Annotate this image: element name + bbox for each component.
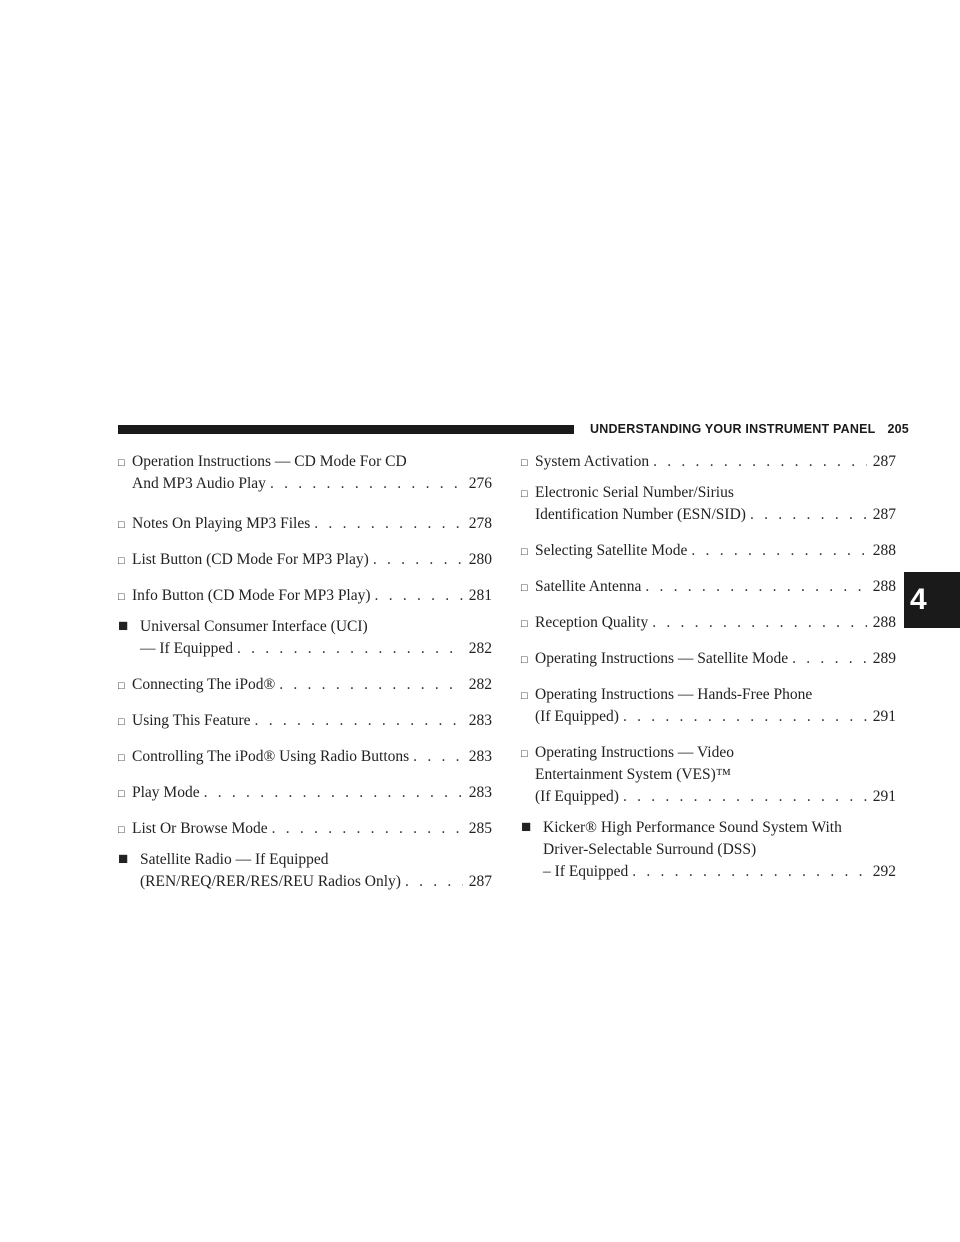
toc-entry-page: 281 [468, 587, 492, 604]
toc-entry-title: Entertainment System (VES)™ [535, 766, 731, 783]
toc-entry-title: Satellite Antenna [535, 578, 642, 595]
hollow-square-bullet-icon: □ [521, 582, 528, 594]
hollow-square-bullet-icon: □ [118, 752, 125, 764]
hollow-square-bullet-icon: □ [118, 788, 125, 800]
toc-entry-title: Notes On Playing MP3 Files [132, 515, 311, 532]
toc-entry-title: Info Button (CD Mode For MP3 Play) [132, 587, 371, 604]
hollow-square-bullet-icon: □ [521, 690, 528, 702]
filled-square-bullet-icon: ■ [118, 616, 129, 635]
toc-entry[interactable] [521, 684, 896, 728]
toc-entry-title: — If Equipped [140, 640, 233, 657]
toc-entry-page: 287 [872, 453, 896, 470]
toc-entry-page: 291 [872, 788, 896, 805]
toc-entry-title: Satellite Radio — If Equipped [140, 851, 329, 868]
toc-entry-title: Driver-Selectable Surround (DSS) [543, 841, 757, 858]
toc-entry[interactable] [521, 648, 896, 670]
toc-entry[interactable] [521, 482, 896, 526]
toc-entry-title: Connecting The iPod® [132, 676, 276, 693]
hollow-square-bullet-icon: □ [521, 457, 528, 469]
toc-entry-title: Electronic Serial Number/Sirius [535, 484, 734, 501]
toc-entry-page: 291 [872, 708, 896, 725]
hollow-square-bullet-icon: □ [118, 591, 125, 603]
toc-entry-title: List Or Browse Mode [132, 820, 268, 837]
header-title: UNDERSTANDING YOUR INSTRUMENT PANEL [590, 422, 876, 436]
hollow-square-bullet-icon: □ [521, 748, 528, 760]
toc-entry-page: 287 [872, 506, 896, 523]
dot-leader [373, 549, 463, 571]
toc-entry-page: 282 [468, 676, 492, 693]
toc-entry[interactable] [118, 674, 492, 696]
chapter-tab: 4 [904, 572, 960, 628]
toc-entry-page: 280 [468, 551, 492, 568]
toc-entry[interactable] [521, 742, 896, 808]
toc-entry[interactable] [118, 451, 492, 495]
hollow-square-bullet-icon: □ [118, 680, 125, 692]
toc-entry[interactable] [118, 849, 492, 893]
hollow-square-bullet-icon: □ [118, 457, 125, 469]
dot-leader [204, 782, 463, 804]
toc-left-column [118, 451, 492, 893]
toc-entry-title: Operating Instructions — Hands-Free Phone [535, 686, 813, 703]
dot-leader [279, 674, 463, 696]
toc-entry[interactable] [521, 451, 896, 473]
dot-leader [255, 710, 463, 732]
toc-entry-page: 283 [468, 748, 492, 765]
toc-entry[interactable] [521, 817, 896, 883]
toc-entry-title: And MP3 Audio Play [132, 475, 266, 492]
toc-entry-page: 288 [872, 542, 896, 559]
header-rule [118, 425, 574, 434]
toc-entry-title: Selecting Satellite Mode [535, 542, 688, 559]
filled-square-bullet-icon: ■ [118, 849, 129, 868]
hollow-square-bullet-icon: □ [118, 716, 125, 728]
dot-leader [792, 648, 867, 670]
hollow-square-bullet-icon: □ [118, 824, 125, 836]
dot-leader [314, 513, 462, 535]
running-header [590, 422, 909, 436]
dot-leader [272, 818, 463, 840]
dot-leader [237, 638, 463, 660]
toc-entry-title: Operating Instructions — Satellite Mode [535, 650, 789, 667]
dot-leader [645, 576, 866, 598]
toc-entry-page: 285 [468, 820, 492, 837]
toc-entry-page: 283 [468, 784, 492, 801]
toc-entry[interactable] [118, 585, 492, 607]
toc-right-column [521, 451, 896, 883]
toc-entry[interactable] [118, 782, 492, 804]
toc-entry-page: 288 [872, 578, 896, 595]
dot-leader [405, 871, 463, 893]
toc-entry-page: 278 [468, 515, 492, 532]
toc-entry[interactable] [521, 576, 896, 598]
dot-leader [652, 612, 867, 634]
dot-leader [632, 861, 867, 883]
toc-entry-page: 282 [468, 640, 492, 657]
dot-leader [750, 504, 867, 526]
toc-entry-page: 283 [468, 712, 492, 729]
toc-entry-title: Kicker® High Performance Sound System With [543, 819, 842, 836]
toc-entry-page: 276 [468, 475, 492, 492]
dot-leader [691, 540, 866, 562]
toc-entry-title: Universal Consumer Interface (UCI) [140, 618, 368, 635]
hollow-square-bullet-icon: □ [118, 555, 125, 567]
toc-entry[interactable] [118, 513, 492, 535]
toc-entry[interactable] [118, 549, 492, 571]
hollow-square-bullet-icon: □ [118, 519, 125, 531]
toc-entry-page: 292 [872, 863, 896, 880]
toc-entry[interactable] [118, 746, 492, 768]
filled-square-bullet-icon: ■ [521, 817, 532, 836]
dot-leader [375, 585, 463, 607]
dot-leader [270, 473, 463, 495]
toc-entry-title: List Button (CD Mode For MP3 Play) [132, 551, 369, 568]
toc-entry-title: System Activation [535, 453, 650, 470]
toc-entry[interactable] [118, 616, 492, 660]
toc-entry-title: Operating Instructions — Video [535, 744, 734, 761]
dot-leader [623, 706, 867, 728]
hollow-square-bullet-icon: □ [521, 618, 528, 630]
toc-entry-title: Using This Feature [132, 712, 251, 729]
toc-entry[interactable] [118, 710, 492, 732]
toc-entry-title: Identification Number (ESN/SID) [535, 506, 746, 523]
toc-entry-title: Play Mode [132, 784, 200, 801]
toc-entry-title: (If Equipped) [535, 788, 619, 805]
hollow-square-bullet-icon: □ [521, 546, 528, 558]
toc-entry[interactable] [118, 818, 492, 840]
header-page-number: 205 [887, 422, 909, 436]
toc-entry[interactable] [521, 540, 896, 562]
hollow-square-bullet-icon: □ [521, 654, 528, 666]
toc-entry-page: 287 [468, 873, 492, 890]
dot-leader [623, 786, 867, 808]
toc-entry[interactable] [521, 612, 896, 634]
toc-entry-title: Reception Quality [535, 614, 649, 631]
dot-leader [413, 746, 463, 768]
toc-entry-title: Operation Instructions — CD Mode For CD [132, 453, 407, 470]
toc-entry-page: 288 [872, 614, 896, 631]
toc-entry-title: (If Equipped) [535, 708, 619, 725]
toc-entry-title: Controlling The iPod® Using Radio Buttons [132, 748, 410, 765]
dot-leader [653, 451, 867, 473]
toc-entry-title: (REN/REQ/RER/RES/REU Radios Only) [140, 873, 401, 890]
toc-entry-page: 289 [872, 650, 896, 667]
toc-entry-title: – If Equipped [543, 863, 629, 880]
hollow-square-bullet-icon: □ [521, 488, 528, 500]
